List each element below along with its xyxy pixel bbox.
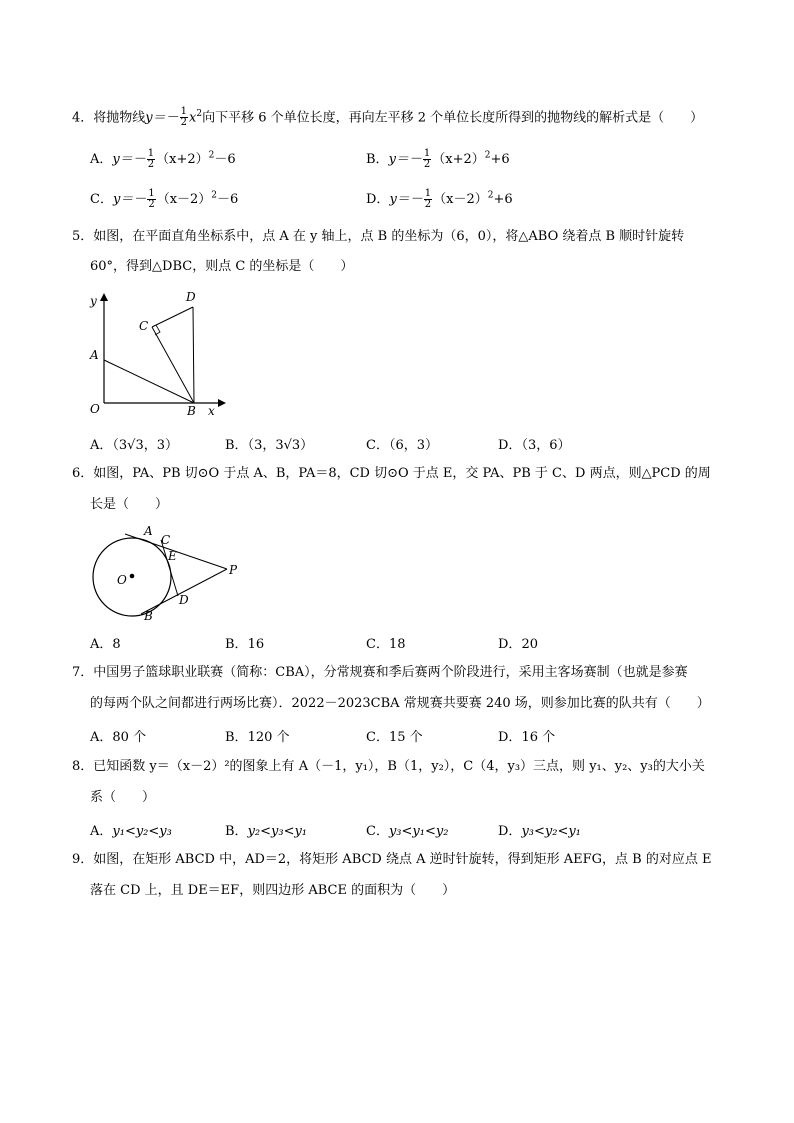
option-label: B．: [366, 152, 389, 167]
option-label: C．: [366, 730, 389, 745]
option-label: D．: [498, 824, 522, 839]
frac-num: 1: [423, 148, 431, 159]
option-post: （x－2）: [156, 192, 212, 207]
q6-stem-line2: 长是（ ）: [90, 497, 169, 512]
x-axis-arrow: [218, 399, 226, 407]
option-label: D．: [498, 730, 522, 745]
label-A: A: [144, 524, 153, 538]
option-pre: y＝－: [388, 152, 422, 167]
q6-figure: [85, 522, 255, 624]
option-exp: 2: [208, 150, 215, 161]
option-text: （3，3√3）: [247, 438, 314, 453]
q5-stem-line2: 60°，得到△DBC，则点 C 的坐标是（ ）: [90, 259, 354, 274]
option-text: 120 个: [247, 730, 290, 745]
option-label: D．: [498, 637, 522, 652]
option-text: y₃<y₁<y₂: [388, 824, 449, 839]
option-pre: y＝－: [389, 192, 423, 207]
option-text: （6，3）: [388, 438, 438, 453]
frac-num: 1: [147, 148, 155, 159]
option-text: 8: [112, 637, 121, 652]
tangent-PB: [141, 569, 227, 614]
frac-den: 2: [424, 199, 432, 210]
option-text: 80 个: [112, 730, 147, 745]
q7-stem-line1: 7．中国男子篮球职业联赛（简称：CBA），分常规赛和季后赛两个阶段进行，采用主客场赛制（也就是参赛: [72, 665, 688, 680]
label-D: D: [186, 290, 196, 304]
option-label: A．: [90, 824, 113, 839]
q8-option-c[interactable]: [366, 820, 448, 839]
q5-stem-line1: 5．如图，在平面直角坐标系中，点 A 在 y 轴上，点 B 的坐标为（6，0），将△ABO 绕着点 B 顺时针旋转: [72, 229, 685, 244]
option-label: B．: [225, 438, 248, 453]
label-C: C: [139, 319, 149, 333]
label-A: A: [90, 348, 99, 362]
option-text: y₂<y₃<y₁: [247, 824, 308, 839]
option-label: B．: [225, 824, 248, 839]
center-O: [130, 574, 135, 579]
option-post: （x+2）: [156, 152, 209, 167]
y-axis-arrow: [100, 293, 108, 301]
q6-stem-line1: 6．如图，PA、PB 切⊙O 于点 A、B，PA＝8，CD 切⊙O 于点 E，交 PA、PB 于 C、D 两点，则△PCD 的周: [72, 466, 711, 481]
frac-num: 1: [148, 188, 155, 199]
q4-stem: [72, 106, 703, 128]
option-label: C．: [366, 438, 389, 453]
segment-AB: [104, 360, 194, 403]
option-fraction: [423, 149, 431, 170]
label-x: x: [208, 404, 215, 418]
label-E: E: [168, 549, 177, 563]
q6-option-b[interactable]: [225, 633, 264, 652]
frac-den: 2: [148, 199, 155, 210]
option-label: C．: [366, 637, 389, 652]
option-label: A．: [90, 637, 113, 652]
frac-den: 2: [147, 159, 155, 170]
option-text: 16 个: [521, 730, 556, 745]
option-exp: 2: [487, 190, 494, 201]
option-pre: y＝－: [112, 152, 146, 167]
option-text: y₁<y₂<y₃: [112, 824, 172, 839]
q7-stem-line2: 的每两个队之间都进行两场比赛）．2022－2023CBA 常规赛共要赛 240 场，则参加比赛的队共有（ ）: [90, 696, 710, 711]
option-label: D．: [498, 438, 522, 453]
segment-BD: [193, 307, 194, 403]
q4-y-eq: y＝－: [145, 110, 179, 126]
q8-option-b[interactable]: [225, 820, 307, 839]
q6-option-c[interactable]: [366, 633, 406, 652]
option-label: A．: [90, 152, 113, 167]
q4-option-a[interactable]: [90, 148, 236, 170]
option-label: B．: [225, 637, 248, 652]
segment-CB: [152, 327, 194, 403]
frac-num: 1: [424, 188, 432, 199]
option-text: （3√3，3）: [112, 438, 178, 453]
q9-stem-line2: 落在 CD 上，且 DE＝EF，则四边形 ABCE 的面积为（ ）: [90, 883, 456, 898]
option-text: 20: [521, 637, 538, 652]
q4-stem-start: 4．将抛物线: [72, 110, 146, 126]
q4-option-c[interactable]: [90, 188, 238, 210]
option-label: C．: [90, 192, 113, 207]
option-label: A．: [90, 438, 113, 453]
q5-option-c[interactable]: [366, 434, 438, 453]
q4-frac-num: 1: [180, 106, 188, 118]
q8-option-d[interactable]: [498, 820, 581, 839]
option-fraction: [147, 149, 155, 170]
option-label: C．: [366, 824, 389, 839]
q7-option-c[interactable]: [366, 726, 423, 745]
option-exp: 2: [484, 150, 491, 161]
option-text: 18: [388, 637, 406, 652]
option-post: （x－2）: [433, 192, 488, 207]
option-exp: 2: [211, 190, 218, 201]
q8-stem-line1: 8．已知函数 y＝（x－2）²的图象上有 A（－1，y₁），B（1，y₂），C（4，y₃）三点，则 y₁、y₂、y₃的大小关: [72, 759, 705, 774]
q4-option-d[interactable]: [366, 188, 513, 210]
frac-den: 2: [423, 159, 431, 170]
label-O: O: [90, 402, 100, 416]
option-text: y₃<y₂<y₁: [521, 824, 581, 839]
option-pre: y＝－: [112, 192, 147, 207]
q6-option-d[interactable]: [498, 633, 538, 652]
q5-option-b[interactable]: [225, 434, 313, 453]
q4-fraction: [180, 107, 188, 128]
q5-figure: [80, 285, 230, 420]
q4-x: x: [189, 110, 197, 126]
label-C: C: [161, 533, 171, 547]
option-label: D．: [366, 192, 390, 207]
option-tail: +6: [490, 152, 510, 167]
q4-sq: 2: [196, 109, 203, 119]
q4-frac-den: 2: [180, 117, 188, 129]
q7-option-a[interactable]: [90, 726, 146, 745]
option-text: 16: [247, 637, 265, 652]
label-O: O: [117, 573, 127, 587]
q7-option-b[interactable]: [225, 726, 290, 745]
q7-option-d[interactable]: [498, 726, 555, 745]
option-tail: －6: [214, 152, 236, 167]
option-text: （3，6）: [521, 438, 571, 453]
segment-DC: [152, 307, 193, 327]
q5-option-a[interactable]: [90, 434, 178, 453]
q4-option-b[interactable]: [366, 148, 510, 170]
label-P: P: [229, 563, 238, 577]
option-tail: +6: [493, 192, 513, 207]
option-fraction: [424, 189, 432, 210]
q6-option-a[interactable]: [90, 633, 121, 652]
q4-stem-end: 向下平移 6 个单位长度，再向左平移 2 个单位长度所得到的抛物线的解析式是（ ）: [202, 110, 704, 126]
option-label: B．: [225, 730, 248, 745]
label-B: B: [144, 609, 153, 623]
q8-option-a[interactable]: [90, 820, 172, 839]
option-fraction: [147, 189, 155, 210]
q5-option-d[interactable]: [498, 434, 570, 453]
option-tail: －6: [217, 192, 239, 207]
option-post: （x+2）: [432, 152, 485, 167]
label-y: y: [90, 294, 97, 308]
option-label: A．: [90, 730, 113, 745]
option-text: 15 个: [388, 730, 423, 745]
label-D: D: [179, 593, 189, 607]
label-B: B: [187, 404, 196, 418]
q9-stem-line1: 9．如图，在矩形 ABCD 中，AD＝2，将矩形 ABCD 绕点 A 逆时针旋转，得到矩形 AEFG，点 B 的对应点 E: [72, 852, 712, 867]
q8-stem-line2: 系（ ）: [90, 790, 156, 805]
